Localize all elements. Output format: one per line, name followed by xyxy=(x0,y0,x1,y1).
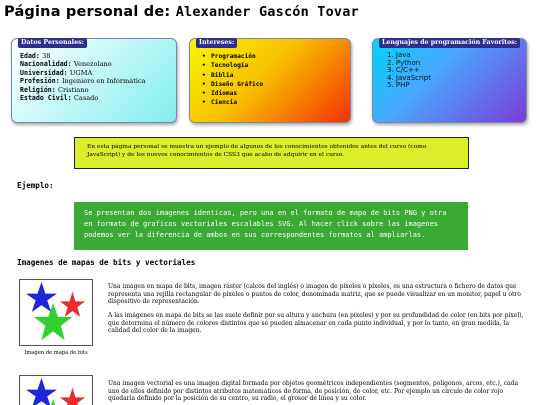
page-title-prefix: Página personal de: xyxy=(4,4,171,20)
page-title xyxy=(4,4,359,20)
page-title-name: Alexander Gascón Tovar xyxy=(175,4,359,20)
vector-stars-icon xyxy=(20,376,92,405)
languages-list xyxy=(387,52,518,90)
personal-value: Ingeniero en Informática xyxy=(61,77,146,86)
language-item: 2. Python xyxy=(387,58,421,67)
vector-paragraph-1: Una imagen vectorial es una imagen digital formada por objetos geométricos independientes (segmentos, polígonos, arcos, etc.), cada uno de ellos definido por distintos atributos matemáticos de forma, de posición, de color, etc. Por ejemplo un círculo de color rojo quedaría definido por la posición de su centro, su radio, el grosor de línea y su color. xyxy=(108,380,519,403)
language-item: 1. Java xyxy=(387,51,411,59)
interests-card xyxy=(189,38,351,123)
bitmap-paragraph-1: Una imagen en mapa de bits, imagen ráster (calcos del inglés) o imagen de píxeles o píxeles, es una estructura o fichero de datos que representa una rejilla rectangular de píxeles o puntos de color, denominada matriz, que se puede visualizar en un monitor, papel u otro dispositivo de representación. xyxy=(108,283,521,306)
images-heading: Imagenes de mapas de bits y vectoriales xyxy=(17,258,196,267)
personal-row-nationality xyxy=(20,60,168,68)
personal-row-profession xyxy=(20,77,168,85)
personal-row-university xyxy=(20,69,168,77)
personal-value: 38 xyxy=(42,52,51,60)
languages-card xyxy=(372,38,527,123)
interest-item: • Tecnología xyxy=(204,61,342,70)
personal-row-age xyxy=(20,52,168,60)
interests-label: Intereses: xyxy=(196,38,237,48)
interests-list xyxy=(204,52,342,108)
personal-row-religion xyxy=(20,86,168,94)
personal-value: Casado xyxy=(73,94,99,103)
bitmap-image[interactable] xyxy=(19,279,93,346)
personal-data-label: Datos Personales: xyxy=(18,38,87,48)
personal-key: Edad: xyxy=(20,52,40,60)
interest-item: • Biblia xyxy=(204,71,342,80)
languages-label: Lenguajes de programación Favoritos: xyxy=(379,38,520,48)
language-item: 4. JavaScript xyxy=(387,73,431,82)
personal-key: Religión: xyxy=(20,85,56,94)
interest-item: • Ciencia xyxy=(204,98,342,107)
personal-value: UGMA xyxy=(69,68,93,77)
personal-key: Universidad: xyxy=(20,68,68,77)
bitmap-paragraph-2: A las imágenes en mapa de bits se las suele definir por su altura y anchura (en píxeles) y por su profundidad de color (en bits por píxel), que determina el número de colores distintos que se pueden almacenar en cada punto individual, y por lo tanto, en gran medida, la calidad del color de la imagen. xyxy=(108,312,524,335)
language-item: 5. PHP xyxy=(387,81,410,90)
personal-key: Nacionalidad: xyxy=(20,60,72,69)
vector-image[interactable] xyxy=(19,375,93,405)
personal-key: Estado Civil: xyxy=(20,94,72,103)
interest-item: • Programación xyxy=(204,52,342,61)
interest-item: • Idiomas xyxy=(204,89,342,98)
bitmap-caption: Imagen de mapa de bits xyxy=(24,350,88,356)
personal-value: Cristiano xyxy=(57,85,89,94)
personal-data-card xyxy=(11,38,177,123)
language-item: 3. C/C++ xyxy=(387,66,420,75)
personal-value: Venezolano xyxy=(73,60,112,69)
personal-row-civil-status xyxy=(20,94,168,102)
example-heading: Ejemplo: xyxy=(17,181,54,190)
bitmap-stars-icon xyxy=(20,280,92,345)
intro-box: En esta página personal se muestra un ejemplo de algunos de los conocimientos obtenidos antes del curso (como JavaScript) y de los nuevos conocimientos de CSS3 que acabo de adquirir en el curso. xyxy=(74,137,469,169)
interest-item: • Diseño Gráfico xyxy=(204,80,342,89)
example-box: Se presentan dos imagenes identicas, pero una en el formato de mapa de bits PNG y otra en formato de graficos vectoriales escalables SVG. Al hacer click sobre las imagenes podemos ver la diferencia de ambos en sus correspondentes formatos al ampliarlas. xyxy=(74,202,468,250)
personal-key: Profesión: xyxy=(20,77,60,86)
